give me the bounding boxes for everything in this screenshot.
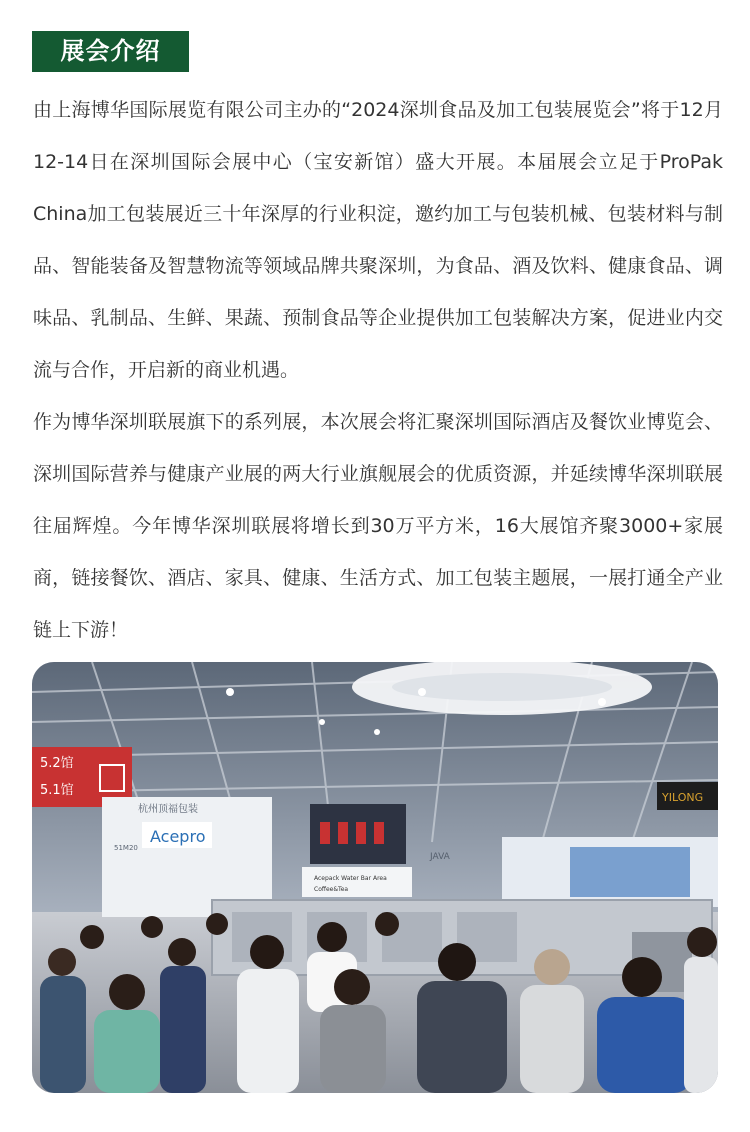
intro-paragraph-1: 由上海博华国际展览有限公司主办的“2024深圳食品及加工包装展览会”将于12月12-14日在深圳国际会展中心（宝安新馆）盛大开展。本届展会立足于ProPak China加工包装展近三十年深厚的行业积淀，邀约加工与包装机械、包装材料与制品、智能装备及智慧物流等领域品牌共聚深圳，为食品、酒及饮料、健康食品、调味品、乳制品、生鲜、果蔬、预制食品等企业提供加工包装解决方案，促进业内交流与合作，开启新的商业机遇。: [33, 99, 723, 381]
booth-name: 杭州顶福包装: [138, 804, 198, 815]
hall-sign-bottom: 5.1馆: [40, 783, 74, 798]
intro-paragraph-2: 作为博华深圳联展旗下的系列展，本次展会将汇聚深圳国际酒店及餐饮业博览会、深圳国际营养与健康产业展的两大行业旗舰展会的优质资源，并延续博华深圳联展往届辉煌。今年博华深圳联展将增长到30万平方米，16大展馆齐聚3000+家展商，链接餐饮、酒店、家具、健康、生活方式、加工包装主题展，一展打通全产业链上下游！: [33, 411, 723, 641]
bar-area-sub: Coffee&Tea: [314, 886, 349, 893]
right-brand-sign: YILONG: [662, 791, 704, 804]
bar-area-sign: Acepack Water Bar Area: [314, 875, 387, 882]
hall-sign-top: 5.2馆: [40, 756, 74, 771]
exhibition-hall-illustration: [32, 662, 718, 1093]
exhibition-photo: [32, 662, 718, 1093]
intro-text: [33, 84, 723, 656]
booth-brand: Acepro: [150, 827, 206, 846]
java-sign: JAVA: [430, 852, 450, 862]
section-title: 展会介绍: [32, 31, 189, 72]
booth-code: 51M20: [114, 844, 138, 852]
